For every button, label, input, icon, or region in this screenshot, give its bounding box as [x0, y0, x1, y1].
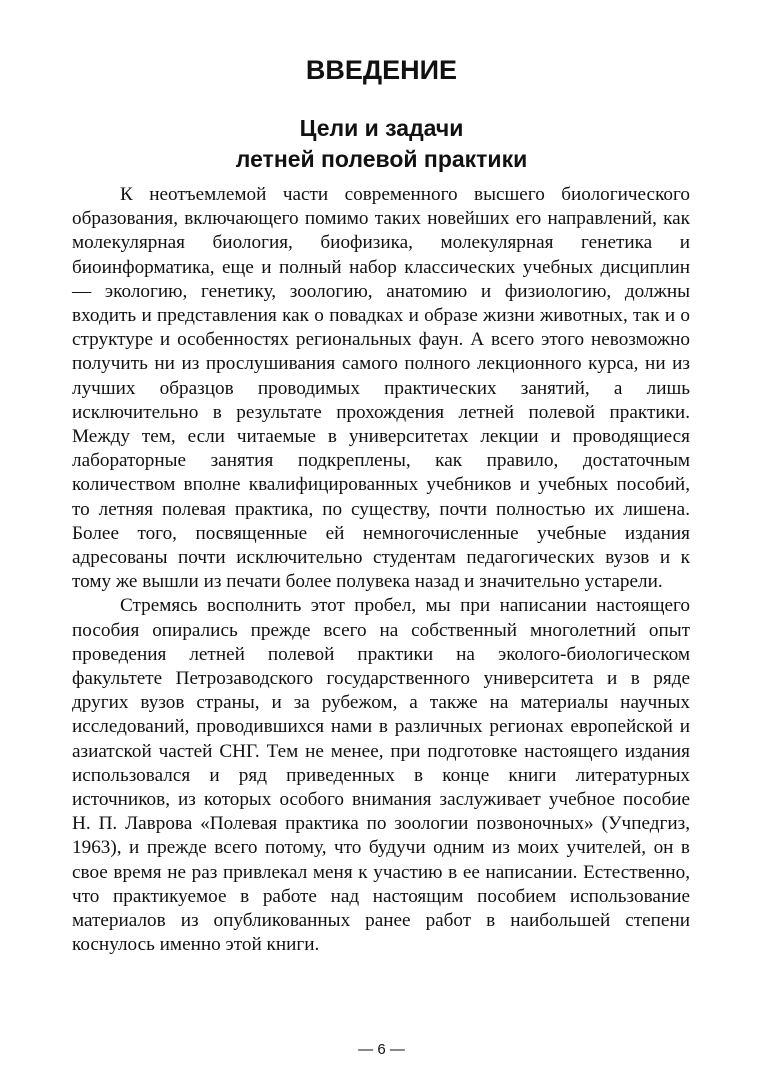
- body-text: [72, 183, 690, 958]
- paragraph-2: Стремясь восполнить этот пробел, мы при написании настоящего пособия опирались прежде всего на собственный многолетний опыт проведения летней полевой практики на эколого-биологическом факультете Петрозаводского государственного университета и в ряде других вузов страны, и за рубежом, а также на материалы научных исследований, проводившихся нами в различных регионах европейской и азиатской частей СНГ. Тем не менее, при подготовке настоящего издания использовался и ряд приведенных в конце книги литературных источников, из которых особого внимания заслуживает учебное пособие Н. П. Лаврова «Полевая практика по зоологии позвоночных» (Учпедгиз, 1963), и прежде всего потому, что будучи одним из моих учителей, он в свое время не раз привлекал меня к участию в ее написании. Естественно, что практикуемое в работе над настоящим пособием использование материалов из опубликованных ранее работ в наибольшей степени коснулось именно этой книги.: [72, 595, 690, 956]
- chapter-title: ВВЕДЕНИЕ: [305, 55, 458, 85]
- section-title-line-1: Цели и задачи: [299, 115, 464, 141]
- paragraph-1: К неотъемлемой части современного высшего биологического образования, включающего помимо таких новейших его направлений, как молекулярная биология, биофизика, молекулярная генетика и биоинформатика, еще и полный набор классических учебных дисциплин — экологию, генетику, зоологию, анатомию и физиологию, должны входить и представления как о повадках и образе жизни животных, так и о структуре и особенностях региональных фаун. А всего этого невозможно получить ни из прослушивания самого полного лекционного курса, ни из лучших образцов проводимых практических занятий, а лишь исключительно в результате прохождения летней полевой практики. Между тем, если читаемые в университетах лекции и проводящиеся лабораторные занятия подкреплены, как правило, достаточным количеством вполне квалифицированных учебников и учебных пособий, то летняя полевая практика, по существу, почти полностью их лишена. Более того, посвященные ей немногочисленные учебные издания адресованы почти исключительно студентам педагогических вузов и к тому же вышли из печати более полувека назад и значительно устарели.: [72, 184, 690, 593]
- page-number: — 6 —: [358, 1041, 405, 1058]
- section-title-line-2: летней полевой практики: [235, 146, 528, 172]
- section-title: [0, 113, 763, 175]
